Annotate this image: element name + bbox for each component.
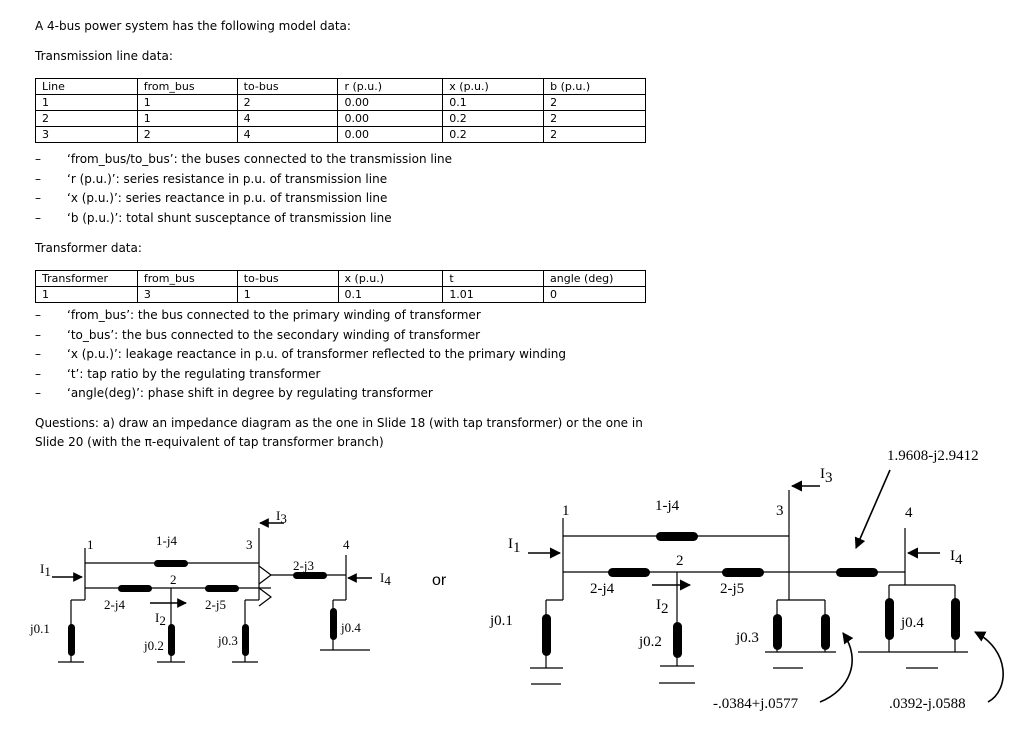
transformer-impedance (293, 572, 327, 579)
current-subscript: 4 (955, 552, 963, 568)
current-subscript: 3 (825, 470, 833, 486)
tap-branch-impedance (836, 568, 878, 577)
shunt-2-label: j0.2 (639, 634, 662, 650)
shunt-4-label: j0.4 (901, 615, 924, 631)
branch-1-4-label: 2-j4 (104, 597, 125, 612)
table-cell: 2 (544, 127, 646, 143)
table-cell: 3 (137, 287, 237, 303)
table-cell: 2 (137, 127, 237, 143)
note-text: ‘x (p.u.)’: series reactance in p.u. of transmission line (67, 191, 388, 205)
shunt-2-element (168, 624, 175, 656)
shunt-4-pi-element (951, 598, 960, 640)
current-symbol: I (276, 508, 281, 523)
table-cell: 0.2 (443, 111, 544, 127)
shunt-3-element (242, 624, 249, 656)
note-text: ‘from_bus’: the bus connected to the primary winding of transformer (67, 308, 481, 322)
table-cell: 0.2 (443, 127, 544, 143)
bus-3-label: 3 (246, 537, 253, 552)
branch-1-4-impedance (118, 585, 152, 592)
table-cell: 0.00 (338, 95, 443, 111)
bus-2-label: 2 (170, 572, 177, 587)
dash-bullet: – (35, 327, 41, 342)
table-cell: 3 (36, 127, 138, 143)
shunt-3-label: j0.3 (736, 630, 759, 646)
shunt-4-label: j0.4 (341, 620, 361, 635)
left-diagram (58, 528, 370, 662)
current-4-label (380, 570, 391, 588)
bus-1-label: 1 (87, 537, 94, 552)
header-cell: to-bus (237, 79, 338, 95)
note-text: ‘from_bus/to_bus’: the buses connected to the transmission line (67, 152, 453, 166)
header-cell: angle (deg) (544, 271, 646, 287)
table-cell: 1.01 (443, 287, 544, 303)
or-label: or (432, 572, 447, 589)
table-cell: 2 (544, 111, 646, 127)
table-cell: 0.1 (338, 287, 443, 303)
note-text: ‘x (p.u.)’: leakage reactance in p.u. of transformer reflected to the primary winding (67, 347, 567, 361)
current-subscript: 1 (513, 540, 521, 556)
current-4-label (950, 548, 963, 568)
header-cell: b (p.u.) (544, 79, 646, 95)
branch-2-4-impedance (205, 585, 239, 592)
table-cell: 2 (36, 111, 138, 127)
table-cell: 4 (237, 127, 338, 143)
current-3-label (820, 466, 833, 486)
shunt-1-element (68, 624, 75, 656)
shunt-3-element (773, 614, 782, 650)
branch-2-4-label: 2-j5 (205, 597, 226, 612)
current-symbol: I (380, 570, 385, 585)
bus-2-label: 2 (676, 553, 684, 569)
shunt-1-label: j0.1 (30, 621, 50, 636)
table-cell: 1 (36, 95, 138, 111)
branch-2-4-label: 2-j5 (720, 581, 745, 597)
current-1-label (508, 536, 521, 556)
bus-3-label: 3 (776, 503, 784, 519)
header-cell: x (p.u.) (443, 79, 544, 95)
branch-1-4-impedance (608, 568, 650, 577)
header-cell: t (443, 271, 544, 287)
tap-transformer-lower (259, 588, 271, 606)
header-cell: from_bus (137, 79, 237, 95)
current-subscript: 1 (44, 564, 51, 579)
shunt-admittance-bus4-label: .0392-j.0588 (889, 696, 966, 712)
table-cell: 1 (137, 111, 237, 127)
current-1-label (40, 561, 51, 579)
shunt-2-label: j0.2 (144, 638, 164, 653)
header-cell: from_bus (137, 271, 237, 287)
note-text: ‘to_bus’: the bus connected to the secondary winding of transformer (67, 327, 481, 342)
current-2-label (155, 610, 166, 628)
bus-1-label: 1 (562, 503, 570, 519)
table-cell: 0.00 (338, 111, 443, 127)
shunt-1-element (542, 614, 551, 656)
dash-bullet: – (35, 191, 41, 205)
branch-1-4-label: 2-j4 (590, 581, 615, 597)
table-cell: 2 (237, 95, 338, 111)
header-cell: Transformer (36, 271, 138, 287)
question-line-2: Slide 20 (with the π-equivalent of tap transformer branch) (35, 435, 384, 449)
shunt-4-element (885, 598, 894, 640)
shunt-1-label: j0.1 (490, 613, 513, 629)
current-symbol: I (155, 610, 160, 625)
series-admittance-pointer (856, 470, 890, 548)
shunt-4-element (330, 608, 337, 640)
current-symbol: I (656, 597, 661, 613)
current-subscript: 2 (661, 601, 669, 617)
transformer-data-heading: Transformer data: (35, 241, 142, 255)
note-text: ‘angle(deg)’: phase shift in degree by regulating transformer (67, 386, 433, 400)
header-cell: r (p.u.) (338, 79, 443, 95)
current-subscript: 2 (159, 613, 166, 628)
table-cell: 0.00 (338, 127, 443, 143)
current-2-label (656, 597, 669, 617)
dash-bullet: – (35, 210, 41, 225)
branch-1-2-impedance (656, 532, 698, 541)
header-cell: Line (36, 79, 138, 95)
transformer-label: 2-j3 (293, 558, 314, 573)
shunt-3-pi-element (821, 614, 830, 650)
tap-transformer-upper (259, 566, 271, 584)
shunt-2-element (673, 622, 682, 658)
table-cell: 1 (36, 287, 138, 303)
dash-bullet: – (35, 171, 41, 186)
dash-bullet: – (35, 152, 41, 166)
table-cell: 1 (137, 95, 237, 111)
question-line-1: Questions: a) draw an impedance diagram as the one in Slide 18 (with tap transformer) or the one in (35, 416, 643, 430)
current-symbol: I (508, 536, 513, 552)
header-cell: to-bus (237, 271, 338, 287)
shunt-admittance-bus3-label: -.0384+j.0577 (713, 696, 799, 712)
branch-1-2-label: 1-j4 (655, 498, 680, 514)
dash-bullet: – (35, 366, 41, 381)
dash-bullet: – (35, 308, 41, 322)
bus-4-label: 4 (905, 505, 913, 521)
bus-4-label: 4 (343, 537, 350, 552)
current-symbol: I (820, 466, 825, 482)
branch-1-2-impedance (154, 560, 188, 567)
table-cell: 2 (544, 95, 646, 111)
line-data-heading: Transmission line data: (35, 49, 173, 63)
shunt-4-pointer (975, 632, 1003, 702)
table-cell: 0.1 (443, 95, 544, 111)
current-symbol: I (950, 548, 955, 564)
branch-2-4-impedance (722, 568, 764, 577)
table-cell: 4 (237, 111, 338, 127)
branch-1-2-label: 1-j4 (156, 533, 177, 548)
current-subscript: 3 (280, 511, 287, 526)
header-cell: x (p.u.) (338, 271, 443, 287)
dash-bullet: – (35, 386, 41, 400)
current-symbol: I (40, 561, 45, 576)
note-text: ‘t’: tap ratio by the regulating transformer (67, 366, 321, 381)
table-cell: 1 (237, 287, 338, 303)
series-admittance-label: 1.9608-j2.9412 (887, 448, 979, 464)
note-text: ‘b (p.u.)’: total shunt susceptance of transmission line (67, 210, 392, 225)
intro-text: A 4-bus power system has the following model data: (35, 19, 351, 33)
shunt-3-label: j0.3 (218, 633, 238, 648)
dash-bullet: – (35, 347, 41, 361)
table-cell: 0 (544, 287, 646, 303)
note-text: ‘r (p.u.)’: series resistance in p.u. of transmission line (67, 171, 388, 186)
current-subscript: 4 (384, 573, 391, 588)
